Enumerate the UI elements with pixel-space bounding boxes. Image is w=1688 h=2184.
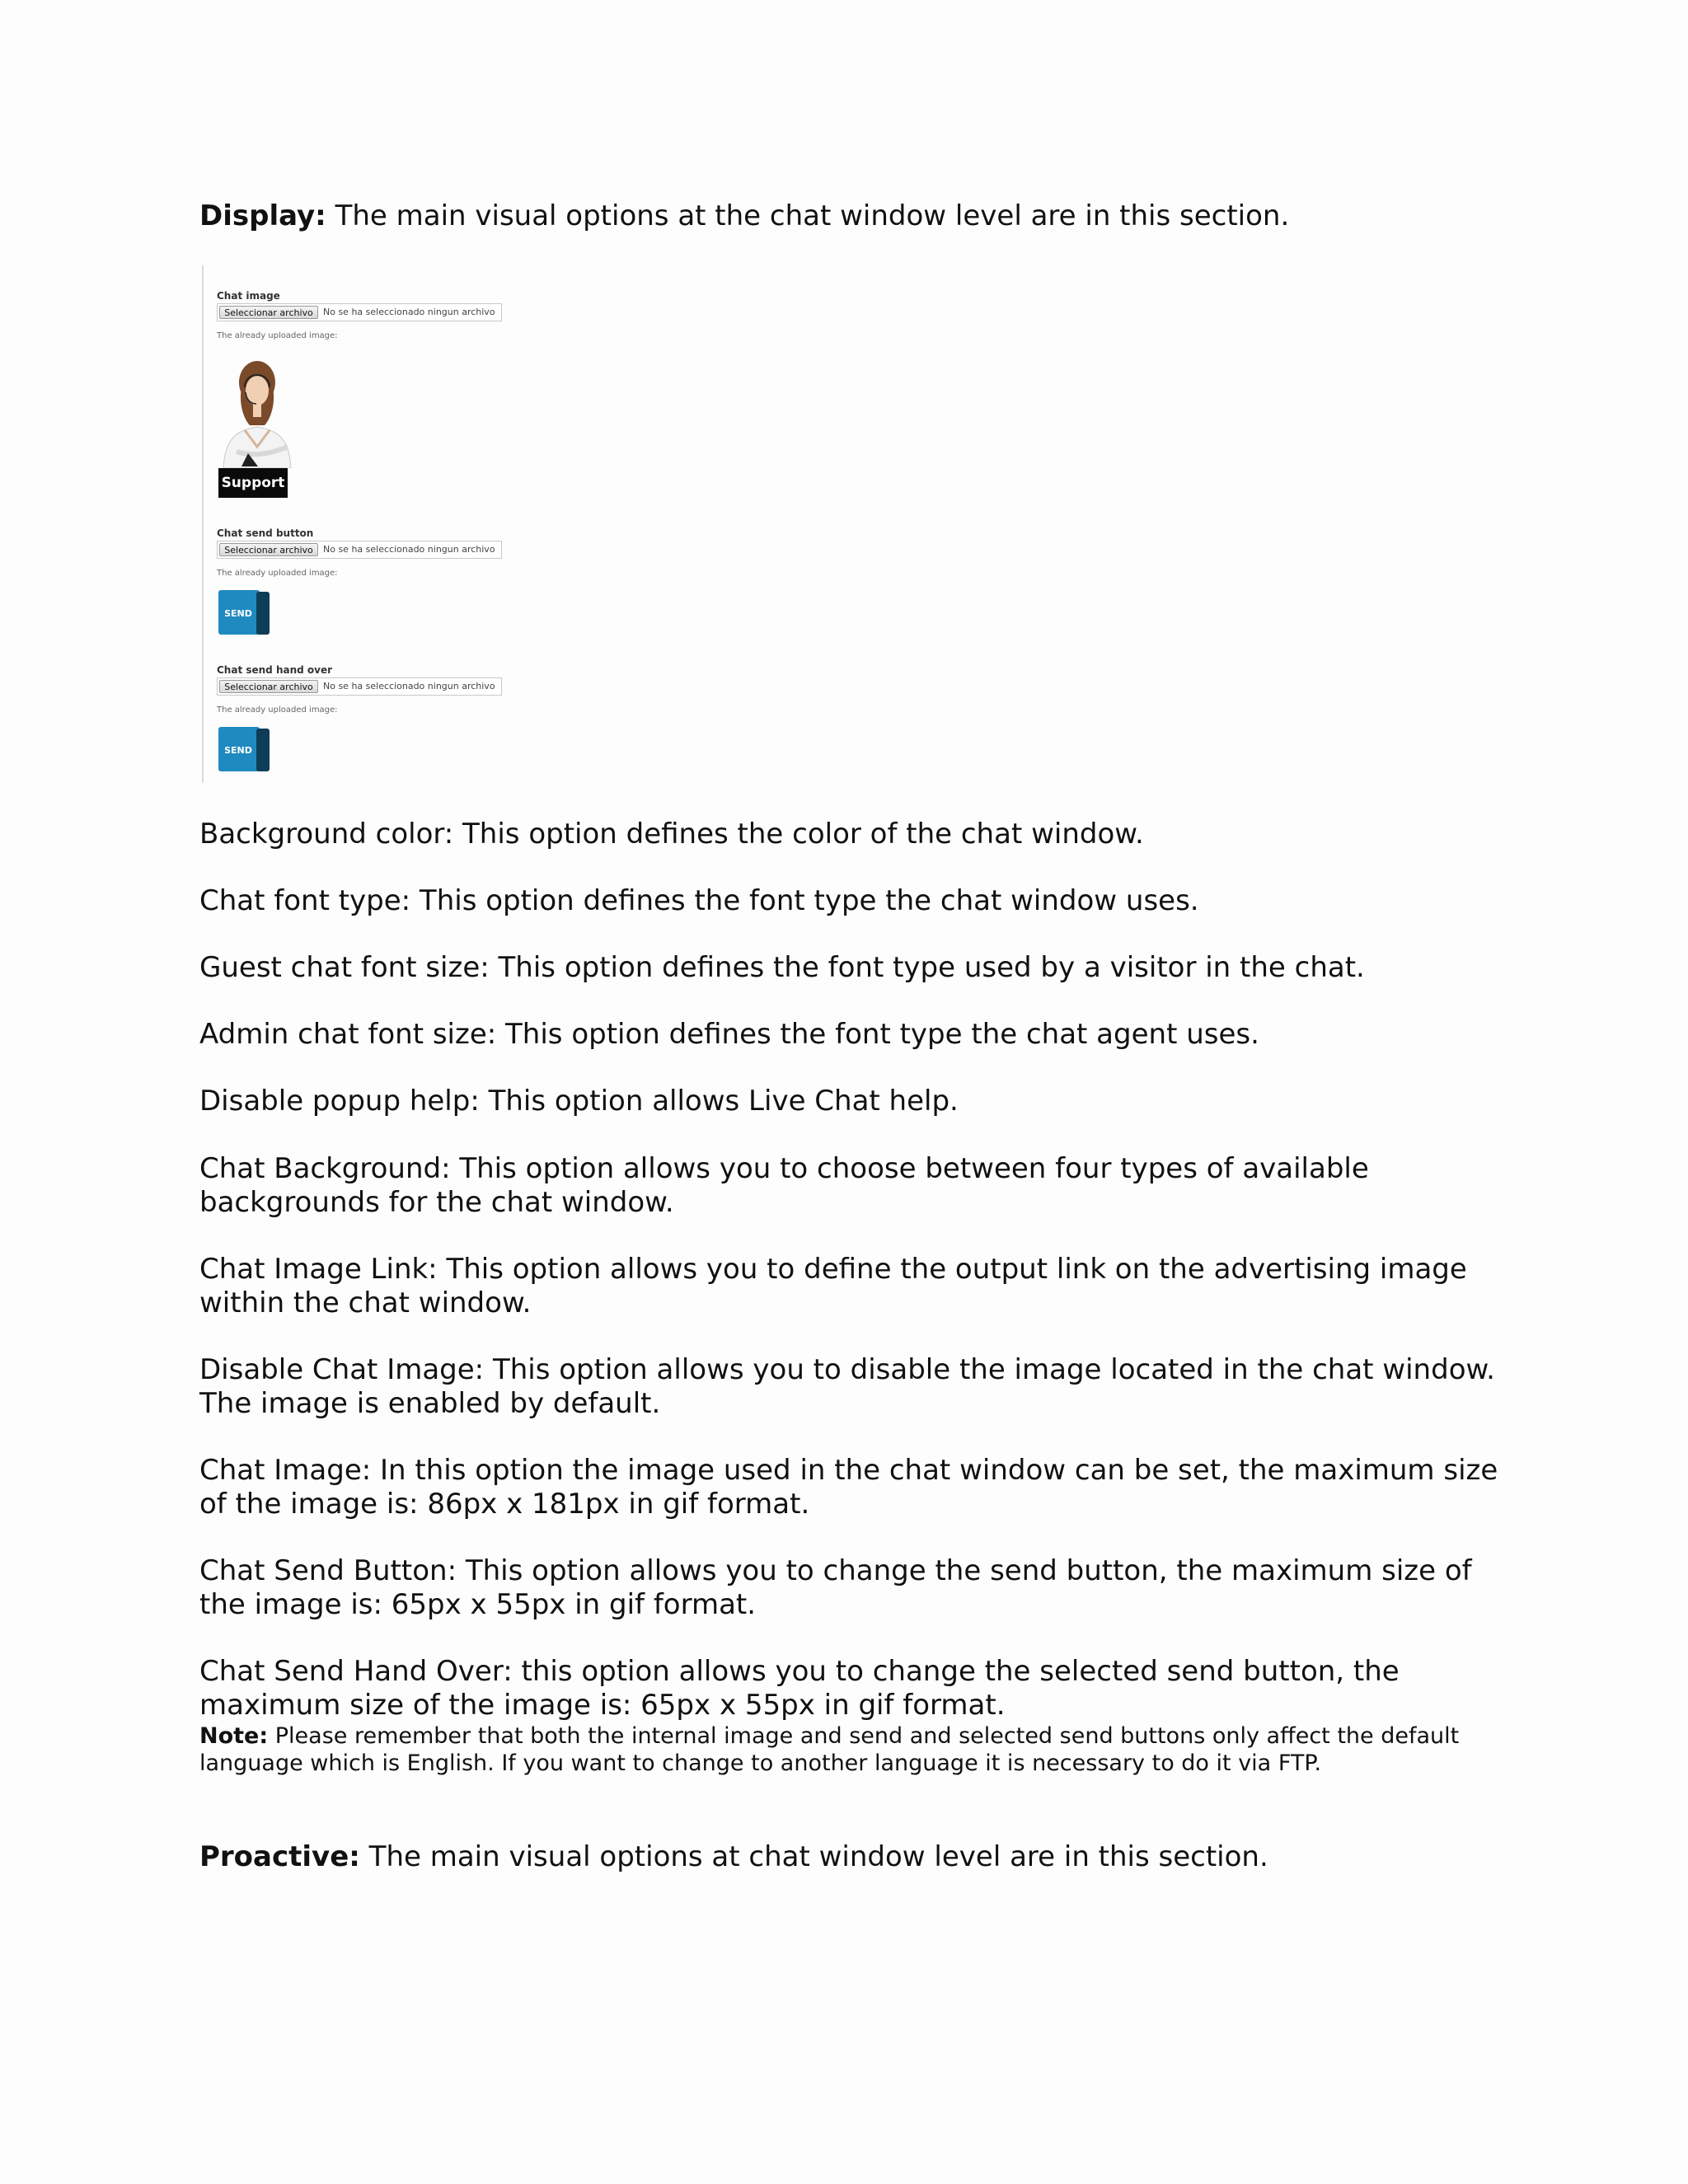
support-agent-image bbox=[220, 354, 294, 468]
chat-send-hand-over-uploaded-label: The already uploaded image: bbox=[217, 705, 338, 715]
chat-image-uploaded-label: The already uploaded image: bbox=[217, 331, 338, 340]
chat-image-file-input[interactable] bbox=[217, 303, 502, 321]
support-badge: Support bbox=[218, 468, 288, 498]
chat-font-type-paragraph: Chat font type: This option defines the font type the chat window uses. bbox=[199, 884, 1199, 917]
chat-send-hand-over-paragraph: Chat Send Hand Over: this option allows you to change the selected send button, the maximum size of the image is: 65px x 55px in gif format. bbox=[199, 1655, 1400, 1722]
chat-send-button-file-input[interactable] bbox=[217, 541, 502, 559]
admin-chat-font-size-paragraph: Admin chat font size: This option defines the font type the chat agent uses. bbox=[199, 1018, 1259, 1051]
disable-popup-help-paragraph: Disable popup help: This option allows Live Chat help. bbox=[199, 1085, 959, 1118]
note-paragraph bbox=[199, 1722, 1510, 1777]
display-label: Display: bbox=[199, 199, 326, 232]
proactive-section-heading bbox=[199, 1840, 1268, 1874]
guest-chat-font-size-paragraph: Guest chat font size: This option defines the font type used by a visitor in the chat. bbox=[199, 951, 1365, 984]
disable-chat-image-paragraph: Disable Chat Image: This option allows you to disable the image located in the chat window. The image is enabled by default. bbox=[199, 1353, 1495, 1420]
display-settings-screenshot bbox=[202, 265, 517, 783]
send-button-image bbox=[218, 590, 271, 635]
chat-send-hand-over-file-status: No se ha seleccionado ningun archivo bbox=[323, 681, 495, 691]
chat-image-file-status: No se ha seleccionado ningun archivo bbox=[323, 307, 495, 317]
chat-send-hand-over-file-input[interactable] bbox=[217, 677, 502, 696]
chat-send-button-paragraph: Chat Send Button: This option allows you to change the send button, the maximum size of the image is: 65px x 55px in gif format. bbox=[199, 1554, 1472, 1621]
proactive-text: The main visual options at chat window level are in this section. bbox=[359, 1840, 1268, 1873]
send-hand-over-image bbox=[218, 727, 271, 771]
note-label: Note: bbox=[199, 1723, 269, 1749]
chat-send-button-label: Chat send button bbox=[217, 527, 314, 539]
chat-send-button-select-file-button[interactable]: Seleccionar archivo bbox=[219, 543, 318, 556]
send-button-text: SEND bbox=[224, 608, 252, 619]
chat-image-label: Chat image bbox=[217, 290, 280, 302]
background-color-paragraph: Background color: This option defines the color of the chat window. bbox=[199, 818, 1144, 851]
chat-background-paragraph: Chat Background: This option allows you to choose between four types of available backgrounds for the chat window. bbox=[199, 1152, 1369, 1219]
chat-send-button-uploaded-label: The already uploaded image: bbox=[217, 569, 338, 578]
chat-send-hand-over-select-file-button[interactable]: Seleccionar archivo bbox=[219, 680, 318, 693]
chat-image-paragraph: Chat Image: In this option the image used in the chat window can be set, the maximum size of the image is: 86px x 181px in gif format. bbox=[199, 1454, 1498, 1521]
chat-image-link-paragraph: Chat Image Link: This option allows you to define the output link on the advertising image within the chat window. bbox=[199, 1253, 1467, 1319]
chat-send-hand-over-label: Chat send hand over bbox=[217, 664, 333, 676]
note-text: Please remember that both the internal image and send and selected send buttons only affect the default language which is English. If you want to change to another language it is necessary to do it via FTP. bbox=[199, 1723, 1460, 1776]
display-text: The main visual options at the chat window level are in this section. bbox=[326, 199, 1290, 232]
chat-image-select-file-button[interactable]: Seleccionar archivo bbox=[219, 306, 318, 319]
proactive-label: Proactive: bbox=[199, 1840, 360, 1873]
chat-send-button-file-status: No se ha seleccionado ningun archivo bbox=[323, 544, 495, 555]
display-section-heading bbox=[199, 199, 1289, 233]
send-hand-over-text: SEND bbox=[224, 745, 252, 756]
